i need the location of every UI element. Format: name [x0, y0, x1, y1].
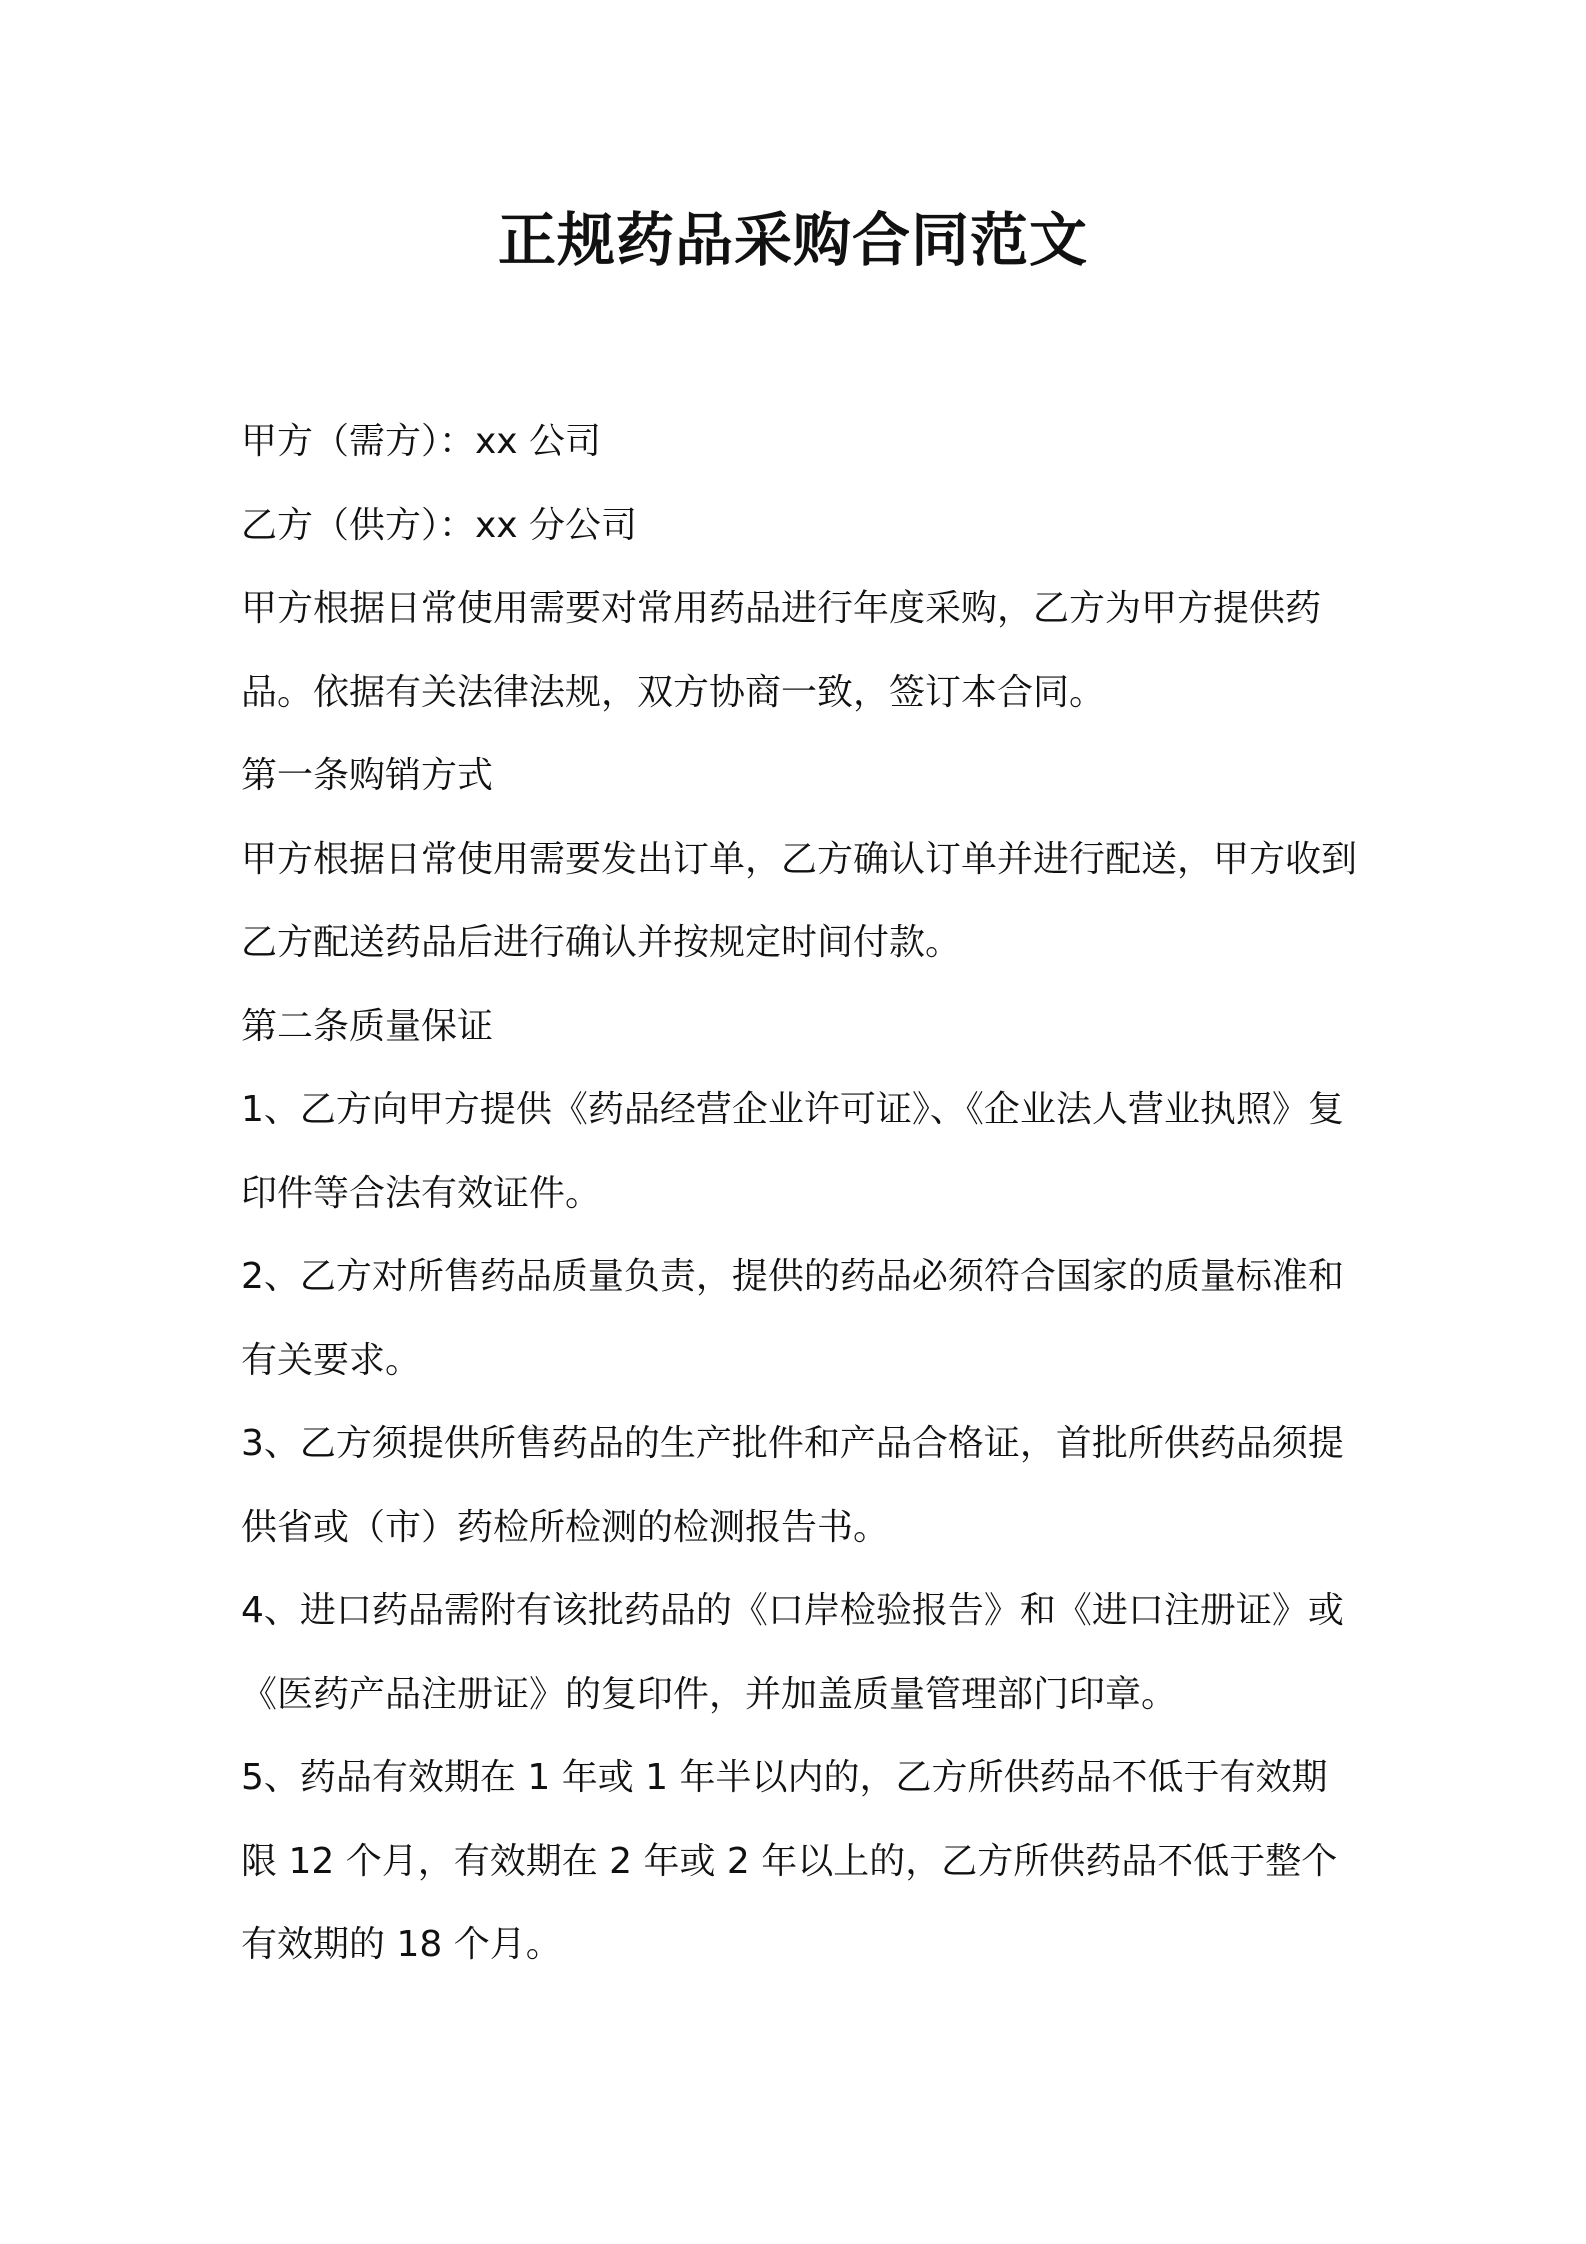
document-title: 正规药品采购合同范文 [497, 206, 1088, 274]
article-2-item-2: 2、乙方对所售药品质量负责，提供的药品必须符合国家的质量标准和有关要求。 [241, 1256, 1344, 1381]
article-2-item-3: 3、乙方须提供所售药品的生产批件和产品合格证，首批所供药品须提供省或（市）药检所检测的检测报告书。 [241, 1423, 1344, 1548]
article-2-item-1: 1、乙方向甲方提供《药品经营企业许可证》、《企业法人营业执照》复印件等合法有效证件。 [241, 1089, 1344, 1214]
article-2-item-5: 5、药品有效期在 1 年或 1 年半以内的，乙方所供药品不低于有效期限 12 个月，有效期在 2 年或 2 年以上的，乙方所供药品不低于整个有效期的 18 个月。 [241, 1757, 1338, 1965]
party-a-line: 甲方（需方）：xx 公司 [241, 421, 602, 462]
article-2-item-4: 4、进口药品需附有该批药品的《口岸检验报告》和《进口注册证》或《医药产品注册证》的复印件，并加盖质量管理部门印章。 [241, 1590, 1344, 1715]
article-2-heading: 第二条质量保证 [241, 1005, 494, 1047]
intro-paragraph: 甲方根据日常使用需要对常用药品进行年度采购，乙方为甲方提供药品。依据有关法律法规，双方协商一致，签订本合同。 [241, 588, 1322, 713]
document-body [241, 400, 1361, 1987]
article-1-paragraph: 甲方根据日常使用需要发出订单，乙方确认订单并进行配送，甲方收到乙方配送药品后进行确认并按规定时间付款。 [241, 838, 1358, 963]
article-1-heading: 第一条购销方式 [241, 755, 494, 796]
party-b-line: 乙方（供方）：xx 分公司 [241, 504, 638, 546]
